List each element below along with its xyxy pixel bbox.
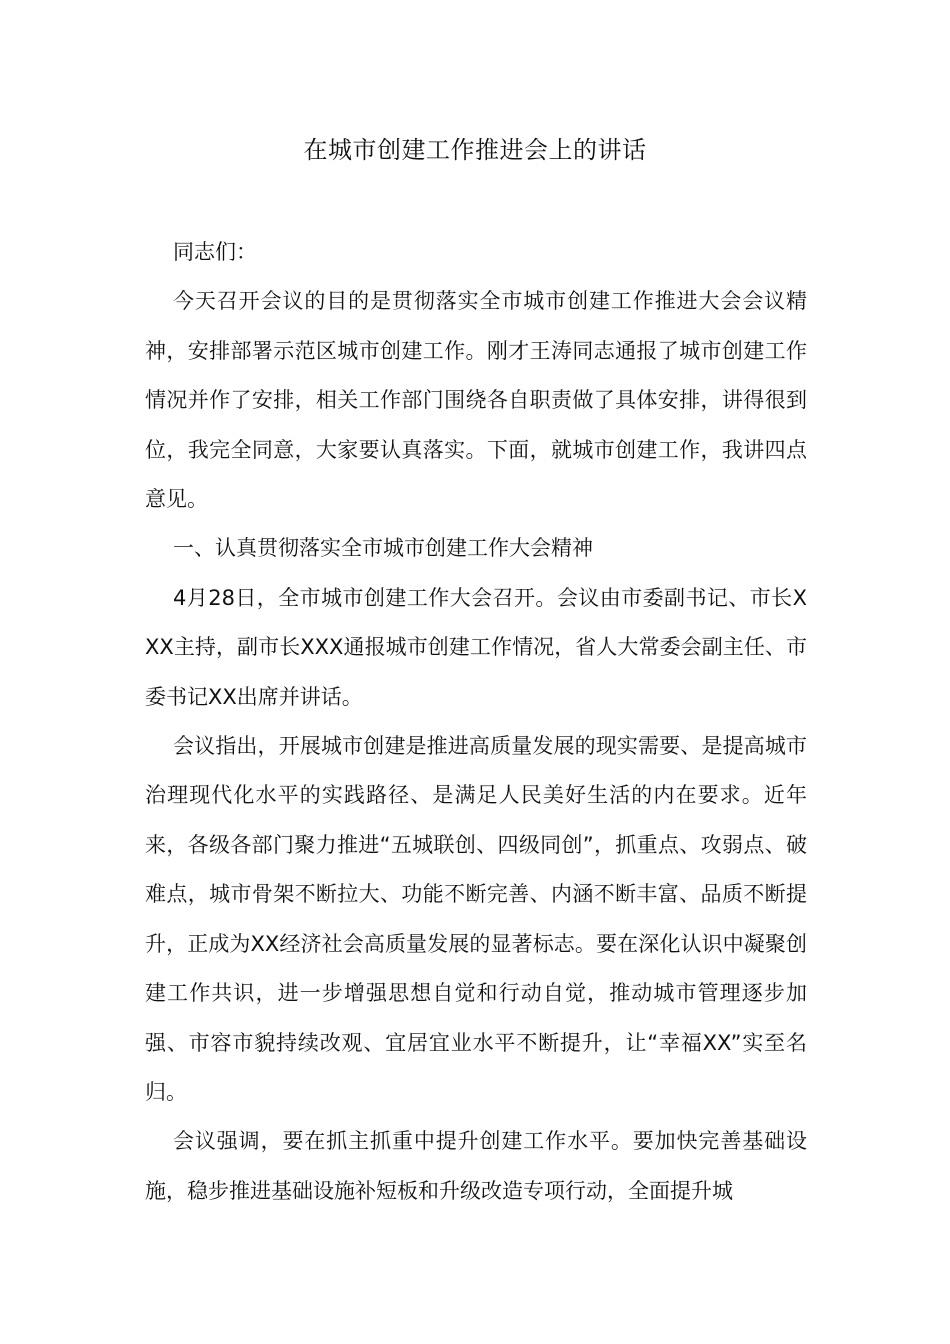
body-paragraph: 会议强调，要在抓主抓重中提升创建工作水平。要加快完善基础设施，稳步推进基础设施补短板和升级改造专项行动，全面提升城: [145, 1129, 807, 1203]
intro-paragraph: 今天召开会议的目的是贯彻落实全市城市创建工作推进大会会议精神，安排部署示范区城市创建工作。刚才王涛同志通报了城市创建工作情况并作了安排，相关工作部门围绕各自职责做了具体安排，讲得很到位，我完全同意，大家要认真落实。下面，就城市创建工作，我讲四点意见。: [145, 289, 807, 512]
document-body: [145, 228, 807, 1216]
section-heading: 一、认真贯彻落实全市城市创建工作大会精神: [173, 536, 593, 561]
salutation-paragraph: 同志们：: [173, 240, 257, 264]
body-paragraph: 会议指出，开展城市创建是推进高质量发展的现实需要、是提高城市治理现代化水平的实践路径、是满足人民美好生活的内在要求。近年来，各级各部门聚力推进“五城联创、四级同创”，抓重点、攻弱点、破难点，城市骨架不断拉大、功能不断完善、内涵不断丰富、品质不断提升，正成为XX经济社会高质量发展的显著标志。要在深化认识中凝聚创建工作共识，进一步增强思想自觉和行动自觉，推动城市管理逐步加强、市容市貌持续改观、宜居宜业水平不断提升，让“幸福XX”实至名归。: [145, 734, 807, 1104]
body-paragraph: 4月28日，全市城市创建工作大会召开。会议由市委副书记、市长XXX主持，副市长XXX通报城市创建工作情况，省人大常委会副主任、市委书记XX出席并讲话。: [145, 585, 807, 709]
document-title: 在城市创建工作推进会上的讲话: [303, 136, 647, 164]
